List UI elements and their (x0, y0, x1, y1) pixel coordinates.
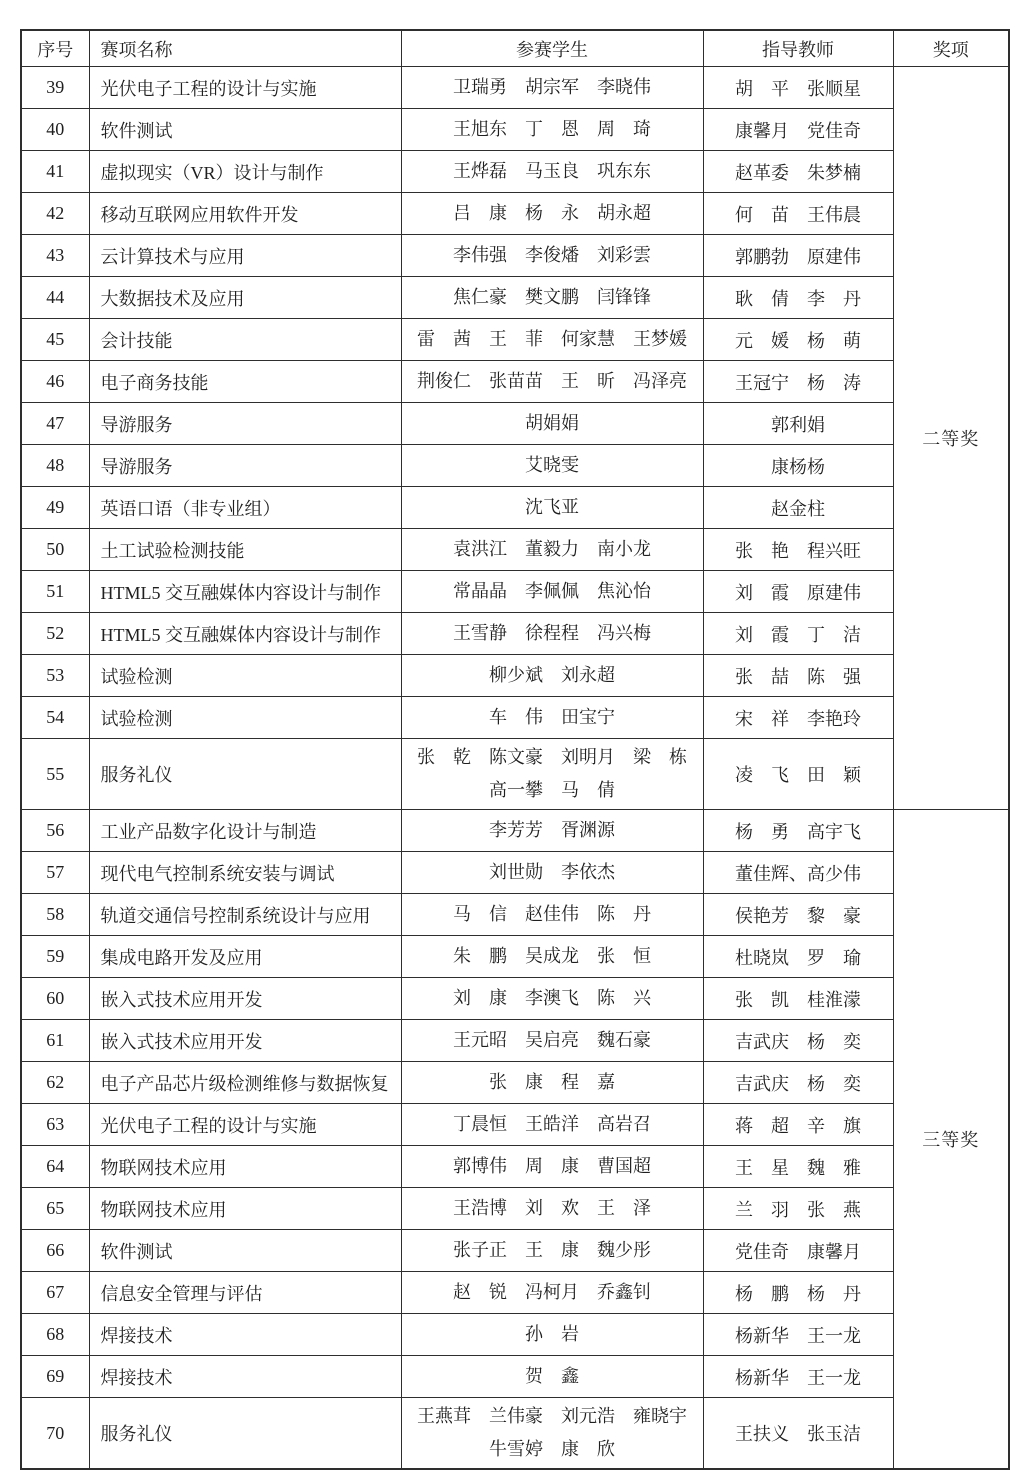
row-number-cell: 47 (21, 403, 89, 445)
award-cell: 二等奖 (893, 67, 1009, 810)
event-name-cell: 会计技能 (89, 319, 401, 361)
row-number-cell: 56 (21, 810, 89, 852)
event-name-cell: 物联网技术应用 (89, 1188, 401, 1230)
header-row (21, 30, 1009, 67)
student-names-line: 袁洪江 董毅力 南小龙 (453, 539, 651, 559)
table-row (21, 277, 1009, 319)
students-cell (401, 852, 703, 894)
teachers-cell: 凌 飞 田 颖 (703, 739, 893, 810)
row-number-cell: 48 (21, 445, 89, 487)
student-names-line: 李伟强 李俊燔 刘彩雲 (453, 245, 651, 265)
student-names-line: 王浩博 刘 欢 王 泽 (453, 1198, 651, 1218)
student-names-line: 赵 锐 冯柯月 乔鑫钊 (453, 1282, 651, 1302)
table-row (21, 67, 1009, 109)
column-header-award: 奖项 (893, 30, 1009, 67)
student-names-line: 高一攀 马 倩 (489, 780, 615, 800)
table-row (21, 655, 1009, 697)
event-name-cell: 虚拟现实（VR）设计与制作 (89, 151, 401, 193)
student-names-line: 丁晨恒 王皓洋 高岩召 (453, 1114, 651, 1134)
student-names-line: 王旭东 丁 恩 周 琦 (453, 119, 651, 139)
row-number-cell: 41 (21, 151, 89, 193)
event-name-cell: 现代电气控制系统安装与调试 (89, 852, 401, 894)
students-cell (401, 1062, 703, 1104)
table-row (21, 445, 1009, 487)
table-row (21, 1020, 1009, 1062)
row-number-cell: 51 (21, 571, 89, 613)
row-number-cell: 50 (21, 529, 89, 571)
row-number-cell: 69 (21, 1356, 89, 1398)
row-number-cell: 42 (21, 193, 89, 235)
table-row (21, 109, 1009, 151)
student-names-line: 朱 鹏 吴成龙 张 恒 (453, 946, 651, 966)
table-row (21, 151, 1009, 193)
row-number-cell: 63 (21, 1104, 89, 1146)
teachers-cell: 兰 羽 张 燕 (703, 1188, 893, 1230)
student-names-line: 吕 康 杨 永 胡永超 (453, 203, 651, 223)
students-cell (401, 67, 703, 109)
event-name-cell: 服务礼仪 (89, 1398, 401, 1470)
students-cell (401, 277, 703, 319)
teachers-cell: 郭利娟 (703, 403, 893, 445)
students-cell (401, 529, 703, 571)
row-number-cell: 44 (21, 277, 89, 319)
event-name-cell: 土工试验检测技能 (89, 529, 401, 571)
student-names-line: 牛雪婷 康 欣 (489, 1439, 615, 1459)
row-number-cell: 45 (21, 319, 89, 361)
student-names-line: 孙 岩 (525, 1324, 579, 1344)
table-row (21, 852, 1009, 894)
event-name-cell: 物联网技术应用 (89, 1146, 401, 1188)
student-names-line: 雷 茜 王 菲 何家慧 王梦媛 (417, 329, 687, 349)
event-name-cell: 光伏电子工程的设计与实施 (89, 67, 401, 109)
teachers-cell: 蒋 超 辛 旗 (703, 1104, 893, 1146)
table-row (21, 1398, 1009, 1470)
table-row (21, 1356, 1009, 1398)
teachers-cell: 党佳奇 康馨月 (703, 1230, 893, 1272)
student-names-line: 刘 康 李澳飞 陈 兴 (453, 988, 651, 1008)
student-names-line: 王元昭 吴启亮 魏石豪 (453, 1030, 651, 1050)
teachers-cell: 王冠宁 杨 涛 (703, 361, 893, 403)
student-names-line: 胡娟娟 (525, 413, 579, 433)
table-row (21, 739, 1009, 810)
teachers-cell: 康馨月 党佳奇 (703, 109, 893, 151)
teachers-cell: 刘 霞 丁 洁 (703, 613, 893, 655)
teachers-cell: 王扶义 张玉洁 (703, 1398, 893, 1470)
student-names-line: 李芳芳 胥渊源 (489, 820, 615, 840)
column-header-no: 序号 (21, 30, 89, 67)
students-cell (401, 1104, 703, 1146)
student-names-line: 王雪静 徐程程 冯兴梅 (453, 623, 651, 643)
event-name-cell: 软件测试 (89, 109, 401, 151)
table-row (21, 235, 1009, 277)
student-names-line: 卫瑞勇 胡宗军 李晓伟 (453, 77, 651, 97)
table-row (21, 571, 1009, 613)
event-name-cell: HTML5 交互融媒体内容设计与制作 (89, 613, 401, 655)
event-name-cell: 轨道交通信号控制系统设计与应用 (89, 894, 401, 936)
student-names-line: 贺 鑫 (525, 1366, 579, 1386)
column-header-event-name: 赛项名称 (89, 30, 401, 67)
teachers-cell: 王 星 魏 雅 (703, 1146, 893, 1188)
event-name-cell: 软件测试 (89, 1230, 401, 1272)
row-number-cell: 70 (21, 1398, 89, 1470)
students-cell (401, 894, 703, 936)
teachers-cell: 张 喆 陈 强 (703, 655, 893, 697)
teachers-cell: 吉武庆 杨 奕 (703, 1062, 893, 1104)
row-number-cell: 40 (21, 109, 89, 151)
students-cell (401, 1314, 703, 1356)
table-row (21, 319, 1009, 361)
row-number-cell: 49 (21, 487, 89, 529)
teachers-cell: 侯艳芳 黎 豪 (703, 894, 893, 936)
row-number-cell: 54 (21, 697, 89, 739)
teachers-cell: 耿 倩 李 丹 (703, 277, 893, 319)
table-row (21, 403, 1009, 445)
student-names-line: 刘世勋 李依杰 (489, 862, 615, 882)
table-row (21, 487, 1009, 529)
row-number-cell: 66 (21, 1230, 89, 1272)
row-number-cell: 59 (21, 936, 89, 978)
student-names-line: 王烨磊 马玉良 巩东东 (453, 161, 651, 181)
event-name-cell: 导游服务 (89, 403, 401, 445)
row-number-cell: 58 (21, 894, 89, 936)
event-name-cell: 英语口语（非专业组） (89, 487, 401, 529)
event-name-cell: 云计算技术与应用 (89, 235, 401, 277)
students-cell (401, 1272, 703, 1314)
students-cell (401, 235, 703, 277)
table-row (21, 529, 1009, 571)
row-number-cell: 68 (21, 1314, 89, 1356)
event-name-cell: 焊接技术 (89, 1356, 401, 1398)
students-cell (401, 361, 703, 403)
row-number-cell: 46 (21, 361, 89, 403)
event-name-cell: 电子商务技能 (89, 361, 401, 403)
row-number-cell: 65 (21, 1188, 89, 1230)
event-name-cell: 导游服务 (89, 445, 401, 487)
table-row (21, 1272, 1009, 1314)
teachers-cell: 宋 祥 李艳玲 (703, 697, 893, 739)
row-number-cell: 67 (21, 1272, 89, 1314)
student-names-line: 沈飞亚 (525, 497, 579, 517)
students-cell (401, 487, 703, 529)
table-row (21, 1314, 1009, 1356)
event-name-cell: 焊接技术 (89, 1314, 401, 1356)
table-row (21, 936, 1009, 978)
students-cell (401, 1356, 703, 1398)
teachers-cell: 杨新华 王一龙 (703, 1356, 893, 1398)
row-number-cell: 60 (21, 978, 89, 1020)
event-name-cell: 大数据技术及应用 (89, 277, 401, 319)
student-names-line: 马 信 赵佳伟 陈 丹 (453, 904, 651, 924)
students-cell (401, 445, 703, 487)
competition-results-table (20, 29, 1010, 1470)
table-row (21, 1104, 1009, 1146)
student-names-line: 张子正 王 康 魏少彤 (453, 1240, 651, 1260)
teachers-cell: 何 苗 王伟晨 (703, 193, 893, 235)
students-cell (401, 655, 703, 697)
table-row (21, 810, 1009, 852)
column-header-teachers: 指导教师 (703, 30, 893, 67)
student-names-line: 王燕茸 兰伟豪 刘元浩 雍晓宇 (417, 1406, 687, 1426)
students-cell (401, 571, 703, 613)
event-name-cell: 移动互联网应用软件开发 (89, 193, 401, 235)
teachers-cell: 胡 平 张顺星 (703, 67, 893, 109)
teachers-cell: 元 媛 杨 萌 (703, 319, 893, 361)
event-name-cell: 服务礼仪 (89, 739, 401, 810)
event-name-cell: HTML5 交互融媒体内容设计与制作 (89, 571, 401, 613)
students-cell (401, 1398, 703, 1470)
teachers-cell: 杜晓岚 罗 瑜 (703, 936, 893, 978)
row-number-cell: 64 (21, 1146, 89, 1188)
column-header-students: 参赛学生 (401, 30, 703, 67)
event-name-cell: 嵌入式技术应用开发 (89, 1020, 401, 1062)
event-name-cell: 信息安全管理与评估 (89, 1272, 401, 1314)
event-name-cell: 试验检测 (89, 697, 401, 739)
students-cell (401, 1230, 703, 1272)
students-cell (401, 936, 703, 978)
teachers-cell: 郭鹏勃 原建伟 (703, 235, 893, 277)
student-names-line: 焦仁豪 樊文鹏 闫锋锋 (453, 287, 651, 307)
teachers-cell: 康杨杨 (703, 445, 893, 487)
table-row (21, 697, 1009, 739)
students-cell (401, 151, 703, 193)
row-number-cell: 62 (21, 1062, 89, 1104)
row-number-cell: 57 (21, 852, 89, 894)
teachers-cell: 赵金柱 (703, 487, 893, 529)
students-cell (401, 978, 703, 1020)
students-cell (401, 193, 703, 235)
table-row (21, 894, 1009, 936)
students-cell (401, 1020, 703, 1062)
teachers-cell: 赵革委 朱梦楠 (703, 151, 893, 193)
event-name-cell: 光伏电子工程的设计与实施 (89, 1104, 401, 1146)
event-name-cell: 嵌入式技术应用开发 (89, 978, 401, 1020)
row-number-cell: 55 (21, 739, 89, 810)
teachers-cell: 杨新华 王一龙 (703, 1314, 893, 1356)
student-names-line: 艾晓雯 (525, 455, 579, 475)
event-name-cell: 电子产品芯片级检测维修与数据恢复 (89, 1062, 401, 1104)
table-row (21, 978, 1009, 1020)
student-names-line: 荆俊仁 张苗苗 王 昕 冯泽亮 (417, 371, 687, 391)
student-names-line: 车 伟 田宝宁 (489, 707, 615, 727)
table-row (21, 613, 1009, 655)
table-row (21, 361, 1009, 403)
teachers-cell: 杨 勇 高宇飞 (703, 810, 893, 852)
table-row (21, 1146, 1009, 1188)
table-row (21, 1230, 1009, 1272)
row-number-cell: 43 (21, 235, 89, 277)
teachers-cell: 张 艳 程兴旺 (703, 529, 893, 571)
students-cell (401, 697, 703, 739)
row-number-cell: 61 (21, 1020, 89, 1062)
student-names-line: 张 康 程 嘉 (489, 1072, 615, 1092)
teachers-cell: 吉武庆 杨 奕 (703, 1020, 893, 1062)
row-number-cell: 52 (21, 613, 89, 655)
teachers-cell: 张 凯 桂淮濛 (703, 978, 893, 1020)
event-name-cell: 试验检测 (89, 655, 401, 697)
event-name-cell: 集成电路开发及应用 (89, 936, 401, 978)
table-row (21, 1188, 1009, 1230)
students-cell (401, 1188, 703, 1230)
teachers-cell: 杨 鹏 杨 丹 (703, 1272, 893, 1314)
student-names-line: 常晶晶 李佩佩 焦沁怡 (453, 581, 651, 601)
student-names-line: 郭博伟 周 康 曹国超 (453, 1156, 651, 1176)
award-cell: 三等奖 (893, 810, 1009, 1470)
students-cell (401, 109, 703, 151)
students-cell (401, 319, 703, 361)
row-number-cell: 39 (21, 67, 89, 109)
table-row (21, 193, 1009, 235)
teachers-cell: 董佳辉、高少伟 (703, 852, 893, 894)
event-name-cell: 工业产品数字化设计与制造 (89, 810, 401, 852)
students-cell (401, 810, 703, 852)
teachers-cell: 刘 霞 原建伟 (703, 571, 893, 613)
students-cell (401, 613, 703, 655)
row-number-cell: 53 (21, 655, 89, 697)
students-cell (401, 403, 703, 445)
student-names-line: 柳少斌 刘永超 (489, 665, 615, 685)
students-cell (401, 1146, 703, 1188)
student-names-line: 张 乾 陈文豪 刘明月 梁 栋 (417, 747, 687, 767)
students-cell (401, 739, 703, 810)
table-row (21, 1062, 1009, 1104)
